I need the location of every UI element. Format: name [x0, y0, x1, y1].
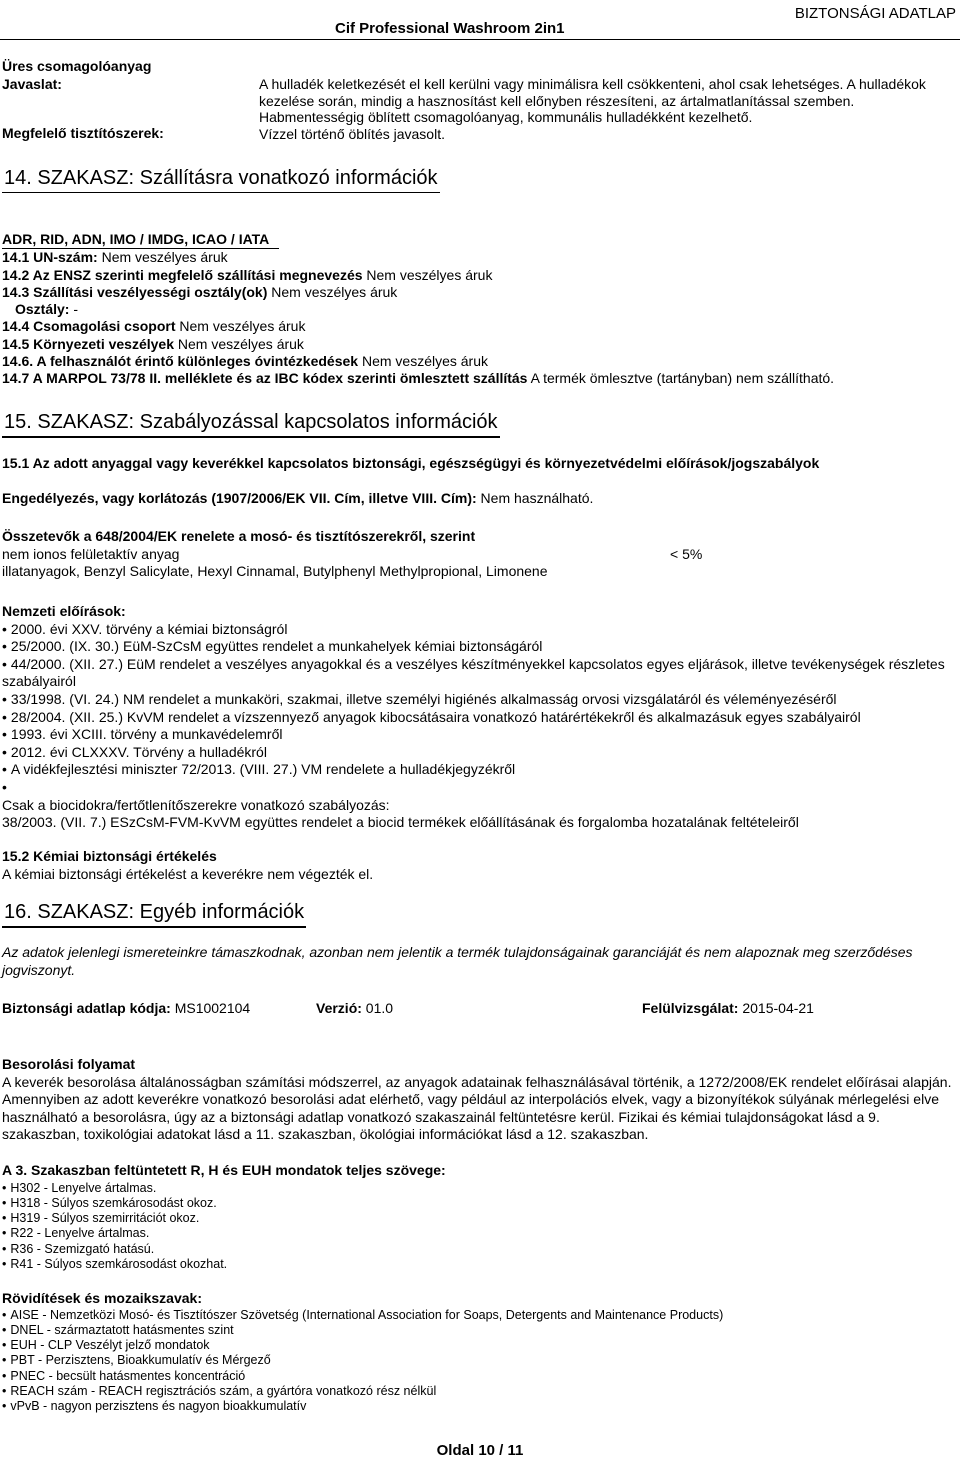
detergent-title: Összetevők a 648/2004/EK renelete a mosó- és tisztítószerekről, szerint	[2, 528, 476, 544]
abbreviation-item: • AISE - Nemzetközi Mosó- és Tisztítószer Szövetség (International Association for Soaps, Detergents and Maintenance Products)	[2, 1308, 957, 1323]
cleaners-text: Vízzel történő öblítés javasolt.	[259, 125, 445, 142]
abbreviation-item: • REACH szám - REACH regisztrációs szám, a gyártóra vonatkozó rész nélkül	[2, 1384, 957, 1399]
row-14-4: 14.4 Csomagolási csoport Nem veszélyes áruk	[2, 318, 306, 335]
empty-packaging-label: Üres csomagolóanyag	[2, 58, 152, 74]
abbreviation-item: • vPvB - nagyon perzisztens és nagyon bioakkumulatív	[2, 1399, 957, 1414]
sds-identification	[2, 1000, 957, 1018]
ingredient-row: illatanyagok, Benzyl Salicylate, Hexyl Cinnamal, Butylphenyl Methylpropional, Limonene	[2, 563, 548, 580]
cleaners-label: Megfelelő tisztítószerek:	[2, 125, 164, 141]
advice-text: A hulladék keletkezését el kell kerülni vagy minimálisra kell csökkenteni, ahol csak lehetséges. A hulladékok kezelése során, mindig a hasznosítást kell előnyben részesíteni, az ártalmatlanítással szemben. Habmentességig öblített csomagolóanyag, kommunális hulladékként kezelhető.	[259, 76, 926, 125]
disposal-text	[259, 76, 949, 142]
authorisation-label: Engedélyezés, vagy korlátozás (1907/2006/EK VII. Cím, illetve VIII. Cím):	[2, 490, 477, 506]
csa-title: 15.2 Kémiai biztonsági értékelés	[2, 848, 217, 864]
regulation-item	[2, 779, 957, 797]
page-number: Oldal 10 / 11	[436, 1442, 524, 1459]
row-14-6: 14.6. A felhasználót érintő különleges óvintézkedések Nem veszélyes áruk	[2, 353, 489, 370]
regulations-15-1: 15.1 Az adott anyaggal vagy keverékkel kapcsolatos biztonsági, egészségügyi és környezetvédelmi előírások/jogszabályok	[2, 455, 820, 471]
national-title: Nemzeti előírások:	[2, 603, 126, 619]
disclaimer: Az adatok jelenlegi ismereteinkre támaszkodnak, azonban nem jelentik a termék tulajdonságainak garanciáját és nem alapoznak meg szerződéses jogviszonyt.	[2, 944, 913, 978]
section-16-title: 16. SZAKASZ: Egyéb információk	[2, 900, 306, 928]
row-14-5: 14.5 Környezeti veszélyek Nem veszélyes áruk	[2, 335, 304, 352]
hazard-item: • R22 - Lenyelve ártalmas.	[2, 1226, 957, 1241]
authorisation-row	[2, 490, 593, 508]
row-14-1: 14.1 UN-szám: Nem veszélyes áruk	[2, 249, 228, 266]
row-14-2: 14.2 Az ENSZ szerinti megfelelő szállítási megnevezés Nem veszélyes áruk	[2, 266, 493, 283]
revision-label: Felülvizsgálat:	[642, 1000, 739, 1016]
csa-text: A kémiai biztonsági értékelést a keverékre nem végezték el.	[2, 865, 374, 882]
document-type: BIZTONSÁGI ADATLAP	[794, 5, 956, 22]
detergent-ingredients	[2, 528, 722, 581]
abbreviations	[2, 1290, 957, 1415]
header-divider	[0, 39, 960, 40]
row-14-7: 14.7 A MARPOL 73/78 II. melléklete és az IBC kódex szerinti ömlesztett szállítás A termék ömlesztve (tartányban) nem szállítható.	[2, 370, 835, 387]
biocide-text: 38/2003. (VII. 7.) ESzCsM-FVM-KvVM együttes rendelet a biocid termékek előállításának és forgalomba hozatalának feltételeiről	[2, 814, 799, 831]
version-value: 01.0	[365, 1000, 394, 1016]
authorisation-value: Nem használható.	[480, 490, 594, 506]
hazard-item: • R41 - Súlyos szemkárosodást okozhat.	[2, 1257, 957, 1272]
chemical-safety-assessment	[2, 848, 373, 883]
hazard-item: • H318 - Súlyos szemkárosodást okoz.	[2, 1196, 957, 1211]
hazard-item: • H302 - Lenyelve ártalmas.	[2, 1181, 957, 1196]
biocide-title: Csak a biocidokra/fertőtlenítőszerekre vonatkozó szabályozás:	[2, 796, 390, 813]
classification-procedure	[2, 1056, 957, 1144]
regulation-item: • 25/2000. (IX. 30.) EüM-SzCsM együttes rendelet a munkahelyek kémiai biztonságáról	[2, 638, 957, 656]
hazard-item: • R36 - Szemizgató hatású.	[2, 1242, 957, 1257]
hazard-title: A 3. Szakaszban feltüntetett R, H és EUH mondatok teljes szövege:	[2, 1162, 446, 1178]
section-14-title: 14. SZAKASZ: Szállításra vonatkozó információk	[2, 166, 440, 193]
regulation-item: • 2000. évi XXV. törvény a kémiai biztonságról	[2, 621, 957, 639]
regulation-item: • A vidékfejlesztési miniszter 72/2013. (VIII. 27.) VM rendelete a hulladékjegyzékről	[2, 761, 957, 779]
national-regulations	[2, 603, 957, 832]
abbreviation-item: • EUH - CLP Veszélyt jelző mondatok	[2, 1338, 957, 1353]
hazard-item: • H319 - Súlyos szemirritációt okoz.	[2, 1211, 957, 1226]
row-14-3: 14.3 Szállítási veszélyességi osztály(ok) Nem veszélyes áruk	[2, 283, 398, 300]
classification-text: A keverék besorolása általánosságban számítási módszerrel, az anyagok adatainak felhasználásával történik, a 1272/2008/EK rendelet előírásai alapján. Amennyiben az adott keverékre vonatkozó besorolási adat elérhető, vagy például az interpolációs elvek, vagy a bizonyítékok súlyának mérlegelési elve használható a besorolásra, úgy az a biztonsági adatlap vonatkozó szakaszainál feltüntetésre kerül. Fizikai és kémiai tulajdonságokat lásd a 9. szakaszban, toxikológiai adatokat lásd a 11. szakaszban, ökológiai információkat lásd a 12. szakaszban.	[2, 1073, 952, 1143]
transport-regulations: ADR, RID, ADN, IMO / IMDG, ICAO / IATA	[2, 231, 279, 249]
section-15-title: 15. SZAKASZ: Szabályozással kapcsolatos információk	[2, 410, 500, 438]
row-class: Osztály: -	[15, 301, 79, 318]
abbreviation-item: • DNEL - származtatott hatásmentes szint	[2, 1323, 957, 1338]
version-label: Verzió:	[316, 1000, 362, 1016]
abbreviations-title: Rövidítések és mozaikszavak:	[2, 1290, 202, 1306]
sds-code-label: Biztonsági adatlap kódja:	[2, 1000, 171, 1016]
revision-value: 2015-04-21	[742, 1000, 814, 1016]
advice-label: Javaslat:	[2, 76, 62, 92]
hazard-statements	[2, 1162, 957, 1272]
ingredient-row: nem ionos felületaktív anyag < 5%	[2, 545, 703, 562]
regulation-item: • 2012. évi CLXXXV. Törvény a hulladékról	[2, 744, 957, 762]
regulation-item: • 28/2004. (XII. 25.) KvVM rendelet a vízszennyező anyagok kibocsátásaira vonatkozó határértékekről és alkalmazásuk egyes szabályairól	[2, 709, 957, 727]
transport-info	[2, 231, 834, 388]
product-name: Cif Professional Washroom 2in1	[335, 20, 565, 37]
classification-title: Besorolási folyamat	[2, 1056, 136, 1072]
regulation-item: • 33/1998. (VI. 24.) NM rendelet a munkaköri, szakmai, illetve személyi higiénés alkalmasság orvosi vizsgálatáról és véleményezéséről	[2, 691, 957, 709]
regulation-item: • 44/2000. (XII. 27.) EüM rendelet a veszélyes anyagokkal és a veszélyes készítményekkel kapcsolatos egyes eljárások, illetve tevékenységek részletes szabályairól	[2, 656, 957, 691]
sds-code-value: MS1002104	[174, 1000, 251, 1016]
abbreviation-item: • PBT - Perzisztens, Bioakkumulatív és Mérgező	[2, 1353, 957, 1368]
regulation-item: • 1993. évi XCIII. törvény a munkavédelemről	[2, 726, 957, 744]
abbreviation-item: • PNEC - becsült hatásmentes koncentráció	[2, 1369, 957, 1384]
